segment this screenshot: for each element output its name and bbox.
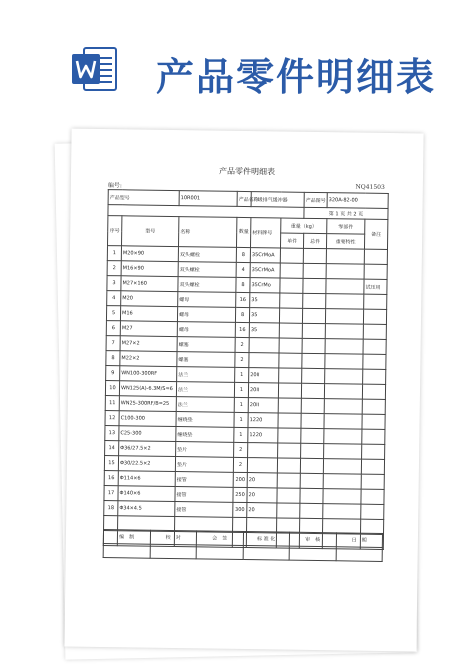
row-qty: 1 [234, 397, 248, 412]
row-material: 20II [248, 383, 278, 398]
parts-table [103, 189, 389, 550]
row-name: 螺母 [177, 322, 235, 338]
row-material: 1220 [248, 413, 278, 428]
row-remark [363, 309, 386, 324]
col-material: 材料牌号 [251, 218, 281, 248]
col-unit: 单件 [281, 233, 304, 248]
row-seq: 5 [106, 306, 120, 321]
row-unit-weight [280, 263, 303, 278]
row-unit-weight [277, 503, 300, 518]
row-model: M22×2 [120, 351, 177, 367]
product-name-label: 产品名称 [237, 191, 251, 206]
row-qty: 2 [235, 352, 249, 367]
row-importance [324, 444, 362, 460]
row-total-weight [302, 338, 325, 353]
document-number: NQ41503 [355, 183, 385, 191]
row-qty: 8 [236, 277, 250, 292]
row-unit-weight [279, 368, 302, 383]
row-name: 垫片 [176, 442, 234, 458]
header-row-1 [108, 216, 388, 235]
row-seq: 14 [105, 441, 119, 456]
row-seq: 17 [104, 486, 118, 501]
col-seq: 序号 [108, 216, 122, 246]
row-material [248, 443, 278, 458]
row-importance [324, 399, 362, 415]
row-material: 20II [249, 368, 279, 383]
row-model: WN100-300RF [120, 366, 177, 382]
row-remark: 试压用 [364, 279, 387, 294]
row-seq: 9 [106, 366, 120, 381]
row-material: 20 [247, 488, 277, 503]
row-qty: 4 [236, 262, 250, 277]
row-total-weight [302, 353, 325, 368]
row-total-weight [300, 458, 323, 473]
row-unit-weight [278, 428, 301, 443]
row-name: 法兰 [176, 397, 234, 413]
row-name: 螺母 [178, 292, 236, 308]
word-doc-icon [70, 44, 120, 94]
row-remark [362, 414, 385, 429]
row-unit-weight [279, 323, 302, 338]
row-material: 35 [249, 308, 279, 323]
row-model: M27 [120, 321, 177, 337]
row-name: 双头螺栓 [178, 277, 236, 293]
row-model: WN125(A)-6.3M/S=6 [119, 381, 176, 397]
row-total-weight [301, 383, 324, 398]
row-importance [325, 369, 363, 385]
proof-label: 校 对 [150, 530, 197, 545]
col-name: 名称 [179, 217, 237, 248]
row-material: 20 [247, 503, 277, 518]
col-importance: 重要特性 [327, 234, 365, 250]
row-name: 接管 [175, 502, 233, 518]
product-name-value: 二级排气缓冲器 [251, 192, 304, 208]
row-total-weight [302, 368, 325, 383]
row-unit-weight [277, 473, 300, 488]
document-title: 产品零件明细表 [218, 166, 276, 177]
row-qty: 1 [234, 412, 248, 427]
row-remark [364, 249, 387, 264]
row-importance [323, 459, 361, 475]
row-seq: 16 [104, 471, 118, 486]
row-model: M16 [120, 306, 177, 322]
row-total-weight [303, 248, 326, 263]
row-total-weight [303, 278, 326, 293]
row-importance [324, 384, 362, 400]
row-seq: 2 [107, 261, 121, 276]
row-unit-weight [278, 413, 301, 428]
col-remark: 备注 [365, 219, 388, 249]
row-model: M20 [121, 291, 178, 307]
row-total-weight [303, 293, 326, 308]
row-seq: 3 [107, 276, 121, 291]
product-model-label: 产品型号 [108, 190, 179, 206]
row-total-weight [303, 263, 326, 278]
row-qty: 8 [236, 247, 250, 262]
row-name: 螺母 [177, 307, 235, 323]
code-label: 编号: [107, 182, 122, 190]
row-material: 35 [249, 323, 279, 338]
row-total-weight [300, 488, 323, 503]
row-material [249, 353, 279, 368]
row-unit-weight [278, 443, 301, 458]
row-name: 缠绕垫 [176, 427, 234, 443]
row-name: 法兰 [176, 382, 234, 398]
col-part: 零部件 [327, 219, 365, 235]
banner [0, 0, 474, 118]
row-importance [323, 489, 361, 505]
row-name: 螺塞 [177, 337, 235, 353]
row-total-weight [301, 443, 324, 458]
row-remark [364, 264, 387, 279]
row-remark [363, 324, 386, 339]
compile-label: 编 制 [103, 530, 150, 545]
row-remark [364, 294, 387, 309]
row-material: 20II [248, 398, 278, 413]
row-remark [362, 399, 385, 414]
row-importance [324, 429, 362, 445]
date-label: 日 期 [336, 533, 383, 548]
row-model: WN25-300RF/B=25 [119, 396, 176, 412]
standard-label: 标 准 化 [243, 532, 290, 547]
row-remark [361, 459, 384, 474]
drawing-no-label: 产品图号 [304, 192, 327, 207]
row-importance [325, 339, 363, 355]
row-seq: 18 [104, 501, 118, 516]
row-model: M20×90 [121, 246, 178, 262]
row-remark [362, 429, 385, 444]
row-unit-weight [278, 398, 301, 413]
row-importance [326, 264, 364, 280]
row-seq: 6 [106, 321, 120, 336]
row-qty: 2 [234, 442, 248, 457]
row-material: 35CrMoA [250, 263, 280, 278]
row-qty: 1 [234, 427, 248, 442]
row-unit-weight [277, 488, 300, 503]
row-total-weight [302, 308, 325, 323]
row-name: 缠绕垫 [176, 412, 234, 428]
drawing-no-value: 320A-82-00 [327, 193, 388, 209]
row-unit-weight [278, 383, 301, 398]
row-seq: 1 [107, 246, 121, 261]
countersign-label: 会 签 [196, 531, 243, 546]
row-unit-weight [279, 338, 302, 353]
row-name: 双头螺栓 [178, 247, 236, 263]
row-seq: 8 [106, 351, 120, 366]
row-total-weight [301, 398, 324, 413]
row-unit-weight [280, 278, 303, 293]
row-qty: 8 [235, 307, 249, 322]
row-remark [362, 444, 385, 459]
row-material [249, 338, 279, 353]
row-name: 双头螺栓 [178, 262, 236, 278]
row-total-weight [301, 413, 324, 428]
row-importance [325, 324, 363, 340]
row-name: 接管 [175, 487, 233, 503]
row-total-weight [302, 323, 325, 338]
row-remark [361, 474, 384, 489]
row-qty: 16 [236, 292, 250, 307]
row-remark [363, 354, 386, 369]
row-model: M16×90 [121, 261, 178, 277]
row-qty: 300 [233, 502, 247, 517]
row-importance [326, 249, 364, 265]
row-model: M27×160 [121, 276, 178, 292]
row-remark [361, 504, 384, 519]
col-total: 总件 [304, 233, 327, 248]
signature-table [103, 529, 383, 562]
row-qty: 200 [233, 472, 247, 487]
row-unit-weight [280, 293, 303, 308]
row-qty: 250 [233, 487, 247, 502]
row-seq: 11 [105, 396, 119, 411]
col-model: 型号 [122, 216, 179, 247]
row-name: 法兰 [177, 367, 235, 383]
row-material: 35 [250, 293, 280, 308]
document-sheet [64, 129, 423, 652]
row-total-weight [300, 473, 323, 488]
row-total-weight [300, 503, 323, 518]
row-importance [325, 354, 363, 370]
row-model: C25-300 [119, 426, 176, 442]
review-label: 审 核 [289, 532, 336, 547]
product-model-value: 10R001 [179, 191, 237, 207]
col-weight: 重量（kg） [281, 218, 327, 234]
row-seq: 15 [104, 456, 118, 471]
row-model: C100-300 [119, 411, 176, 427]
row-unit-weight [280, 248, 303, 263]
row-model: Φ140×6 [118, 486, 175, 502]
row-qty: 1 [235, 367, 249, 382]
row-remark [362, 384, 385, 399]
row-seq: 13 [105, 426, 119, 441]
page-indicator: 第 1 页 共 2 页 [304, 207, 388, 219]
row-model: M27×2 [120, 336, 177, 352]
row-material: 35CrMoA [250, 248, 280, 263]
row-importance [325, 309, 363, 325]
row-material [247, 458, 277, 473]
row-model: Φ30/22.5×2 [118, 456, 175, 472]
row-unit-weight [277, 458, 300, 473]
row-name: 螺塞 [177, 352, 235, 368]
row-model: Φ114×6 [118, 471, 175, 487]
row-model: Φ34×4.5 [118, 501, 175, 517]
row-name: 接管 [175, 472, 233, 488]
row-importance [326, 294, 364, 310]
row-unit-weight [279, 353, 302, 368]
row-remark [363, 339, 386, 354]
row-name: 垫片 [175, 457, 233, 473]
row-total-weight [301, 428, 324, 443]
row-importance [324, 414, 362, 430]
row-qty: 2 [233, 457, 247, 472]
col-qty: 数量 [237, 217, 251, 247]
row-unit-weight [279, 308, 302, 323]
row-qty: 1 [234, 382, 248, 397]
row-seq: 7 [106, 336, 120, 351]
row-qty: 16 [235, 322, 249, 337]
row-importance [326, 279, 364, 295]
row-model: Φ36/27.5×2 [119, 441, 176, 457]
row-material: 1220 [248, 428, 278, 443]
row-seq: 10 [105, 381, 119, 396]
row-remark [363, 369, 386, 384]
row-seq: 4 [107, 291, 121, 306]
row-material: 20 [247, 473, 277, 488]
banner-title: 产品零件明细表 [156, 55, 437, 99]
row-qty: 2 [235, 337, 249, 352]
row-remark [361, 489, 384, 504]
row-material: 35CrMo [250, 278, 280, 293]
row-seq: 12 [105, 411, 119, 426]
row-importance [323, 504, 361, 520]
row-importance [323, 474, 361, 490]
